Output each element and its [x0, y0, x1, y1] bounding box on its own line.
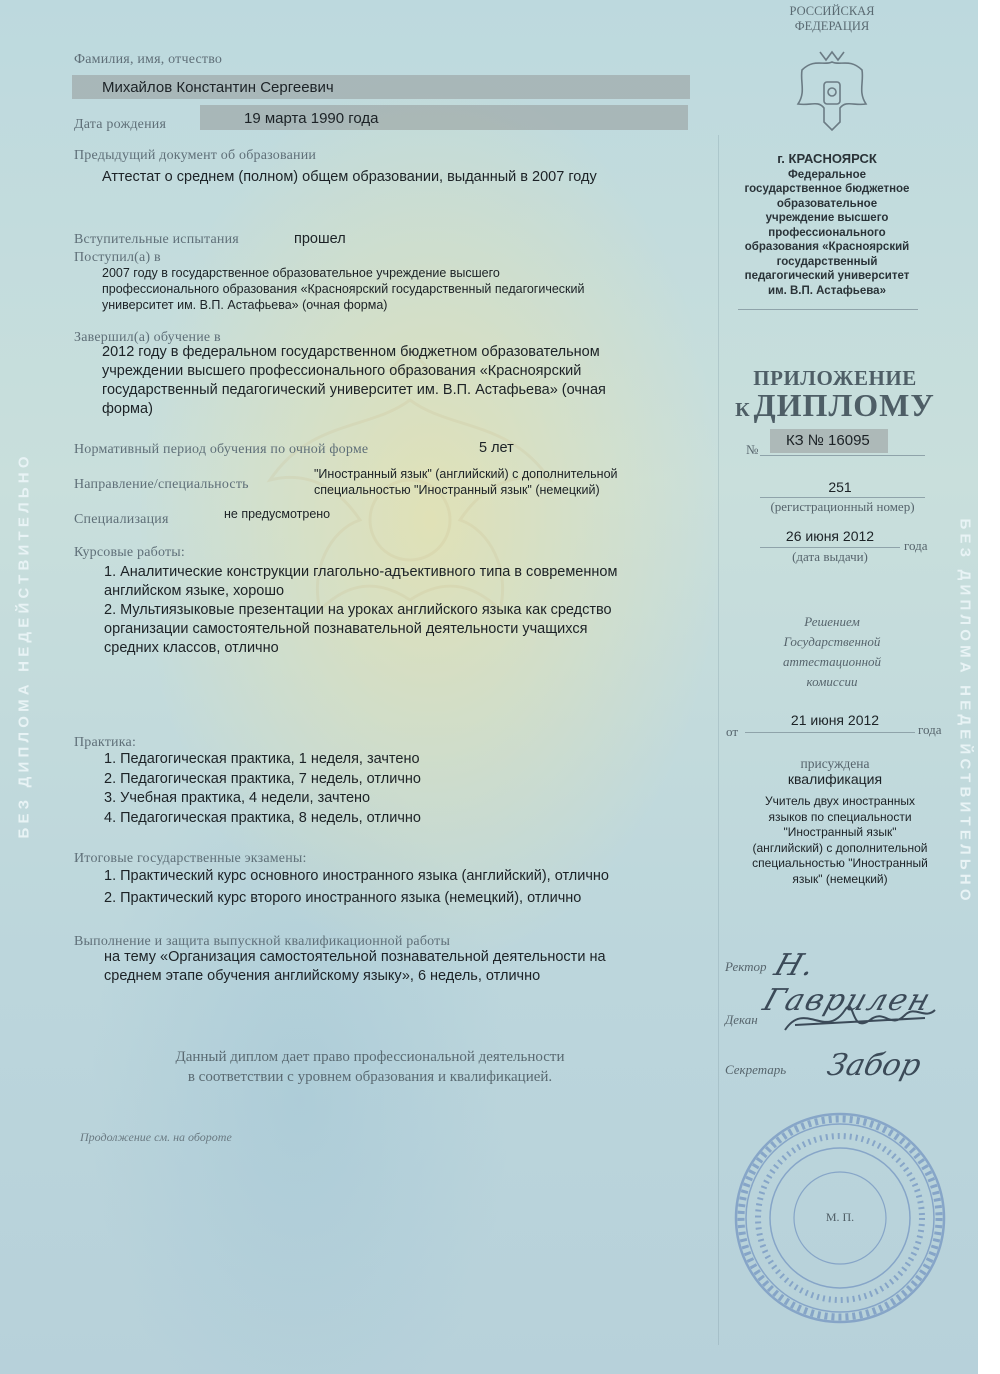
qualification-line: языков по специальности — [768, 809, 912, 824]
practice-list — [104, 750, 421, 828]
institution-line: государственное бюджетное — [744, 183, 910, 195]
institution-line: учреждение высшего — [765, 212, 889, 224]
completed-line: государственный педагогический университет им. В.П. Астафьева» (очная — [102, 382, 606, 398]
thesis-line: на тему «Организация самостоятельной познавательной деятельности на — [104, 949, 606, 965]
vertical-warning-left: БЕЗ ДИПЛОМА НЕДЕЙСТВИТЕЛЬНО — [15, 452, 33, 839]
institution-line: Федеральное — [787, 168, 867, 181]
coursework-line: английском языке, хорошо — [104, 583, 285, 599]
country-name — [752, 4, 912, 34]
coursework-line: 1. Аналитические конструкции глагольно-адъективного типа в современном — [104, 564, 618, 580]
decision-line: Решением — [804, 614, 860, 629]
previous-doc-value: Аттестат о среднем (полном) общем образовании, выданный в 2007 году — [102, 169, 597, 185]
decision-line: аттестационной — [782, 654, 882, 669]
number-label: № — [746, 442, 759, 457]
coursework-line: 2. Мультиязыковые презентации на уроках английского языка как средство — [104, 602, 612, 618]
institution-line: им. В.П. Астафьева» — [768, 284, 886, 297]
number-underline — [760, 455, 925, 456]
institution-line: педагогический университет — [744, 270, 910, 282]
direction-label: Направление/специальность — [74, 477, 249, 492]
admitted-line: 2007 году в государственное образовательное учреждение высшего — [102, 266, 500, 280]
institution-underline — [738, 309, 918, 310]
secretary-label: Секретарь — [725, 1062, 787, 1077]
rector-label: Ректор — [725, 959, 767, 974]
decision-underline — [745, 732, 915, 733]
vertical-warning-right: БЕЗ ДИПЛОМА НЕДЕЙСТВИТЕЛЬНО — [956, 518, 974, 905]
specialization-label: Специализация — [74, 512, 169, 527]
direction-text — [314, 466, 618, 498]
scan-margin — [978, 0, 1000, 1374]
exams-list — [104, 867, 609, 908]
reg-underline — [760, 497, 925, 498]
dean-label: Декан — [725, 1012, 758, 1027]
stamp-mp: М. П. — [825, 1210, 855, 1224]
decision-year-word: года — [918, 722, 942, 737]
period-label: Нормативный период обучения по очной форме — [74, 442, 369, 457]
thesis-line: среднем этапе обучения английскому языку», 6 недель, отлично — [104, 968, 541, 984]
diploma-number: КЗ № 16095 — [786, 432, 870, 449]
admitted-text — [102, 265, 585, 313]
decision-date: 21 июня 2012 — [790, 712, 880, 728]
from-label: от — [726, 724, 739, 739]
secretary-signature: Забор — [823, 1048, 925, 1083]
appendix-title-prefix: К — [735, 399, 750, 421]
entrance-label: Вступительные испытания — [74, 232, 239, 247]
qualification-label: квалификация — [787, 771, 883, 787]
coursework-label: Курсовые работы: — [74, 545, 185, 560]
institution-line: образовательное — [776, 197, 878, 210]
qualification-line: (английский) с дополнительной — [752, 840, 928, 855]
issue-date: 26 июня 2012 — [785, 528, 875, 544]
completed-line: учреждении высшего профессионального образования «Красноярский — [102, 363, 582, 379]
practice-item: 3. Учебная практика, 4 недели, зачтено — [104, 790, 371, 806]
practice-item: 4. Педагогическая практика, 8 недель, отлично — [104, 809, 421, 826]
exams-label: Итоговые государственные экзамены: — [74, 851, 307, 866]
rector-signature: Н. Гаврилен — [758, 948, 937, 1018]
institution-line: профессионального — [768, 226, 886, 239]
dean-signature-icon — [775, 990, 945, 1050]
awarded-label: присуждена — [800, 756, 870, 771]
coursework-text — [104, 563, 617, 658]
entrance-value: прошел — [294, 231, 346, 247]
rights-text — [100, 1047, 640, 1087]
practice-item: 1. Педагогическая практика, 1 неделя, зачтено — [104, 751, 420, 767]
thesis-text — [104, 948, 606, 986]
name-label: Фамилия, имя, отчество — [74, 52, 223, 67]
issue-underline — [760, 547, 900, 548]
birth-date-label: Дата рождения — [74, 117, 167, 132]
person-name: Михайлов Константин Сергеевич — [102, 79, 334, 96]
qualification-line: "Иностранный язык" — [783, 825, 897, 839]
institution-line: образования «Красноярский — [744, 241, 910, 253]
birth-date: 19 марта 1990 года — [244, 110, 379, 127]
admitted-line: профессионального образования «Красноярский государственный педагогический — [102, 282, 585, 296]
qualification-line: специальностью "Иностранный — [752, 856, 928, 870]
direction-line: "Иностранный язык" (английский) с дополнительной — [314, 467, 618, 481]
completed-text — [102, 343, 606, 419]
exam-item: 2. Практический курс второго иностранного языка (немецкий), отлично — [104, 889, 582, 906]
period-value: 5 лет — [479, 440, 514, 456]
rights-line: в соответствии с уровнем образования и квалификацией. — [187, 1069, 553, 1085]
institution-city: г. КРАСНОЯРСК — [777, 151, 877, 166]
coursework-line: организации самостоятельной познавательной деятельности учащихся — [104, 621, 588, 637]
practice-label: Практика: — [74, 735, 137, 750]
previous-doc-label: Предыдущий документ об образовании — [74, 148, 317, 163]
practice-item: 2. Педагогическая практика, 7 недель, отлично — [104, 770, 421, 787]
reg-number: 251 — [828, 479, 852, 495]
appendix-title-line2 — [720, 387, 950, 424]
issue-label: (дата выдачи) — [792, 549, 868, 564]
appendix-title-main: ДИПЛОМУ — [753, 387, 935, 423]
admitted-line: университет им. В.П. Астафьева» (очная форма) — [102, 298, 388, 312]
institution-line: государственный — [776, 255, 878, 268]
reg-label: (регистрационный номер) — [770, 499, 915, 514]
qualification-line: язык" (немецкий) — [792, 871, 888, 886]
column-separator — [718, 135, 719, 1345]
completed-label: Завершил(а) обучение в — [74, 330, 221, 345]
completed-line: форма) — [102, 401, 153, 417]
issue-year-word: года — [904, 538, 928, 553]
qualification-text — [735, 794, 945, 887]
decision-text — [752, 612, 912, 692]
coursework-line: средних классов, отлично — [104, 640, 279, 656]
direction-line: специальностью "Иностранный язык" (немецкий) — [314, 483, 600, 497]
country-line: ФЕДЕРАЦИЯ — [794, 19, 870, 33]
exam-item: 1. Практический курс основного иностранного языка (английский), отлично — [104, 868, 609, 884]
rights-line: Данный диплом дает право профессиональной деятельности — [175, 1049, 565, 1065]
admitted-label: Поступил(а) в — [74, 250, 161, 265]
specialization-value: не предусмотрено — [224, 507, 331, 521]
decision-line: комиссии — [806, 674, 858, 689]
completed-line: 2012 году в федеральном государственном бюджетном образовательном — [102, 344, 600, 360]
coat-of-arms-icon — [790, 48, 874, 134]
continued-note: Продолжение см. на обороте — [80, 1130, 232, 1144]
qualification-line: Учитель двух иностранных — [765, 794, 915, 808]
thesis-label: Выполнение и защита выпускной квалификационной работы — [74, 934, 451, 949]
appendix-title-line1: ПРИЛОЖЕНИЕ — [753, 366, 917, 390]
country-line: РОССИЙСКАЯ — [789, 4, 875, 18]
decision-line: Государственной — [783, 634, 881, 649]
institution-block — [722, 152, 932, 298]
